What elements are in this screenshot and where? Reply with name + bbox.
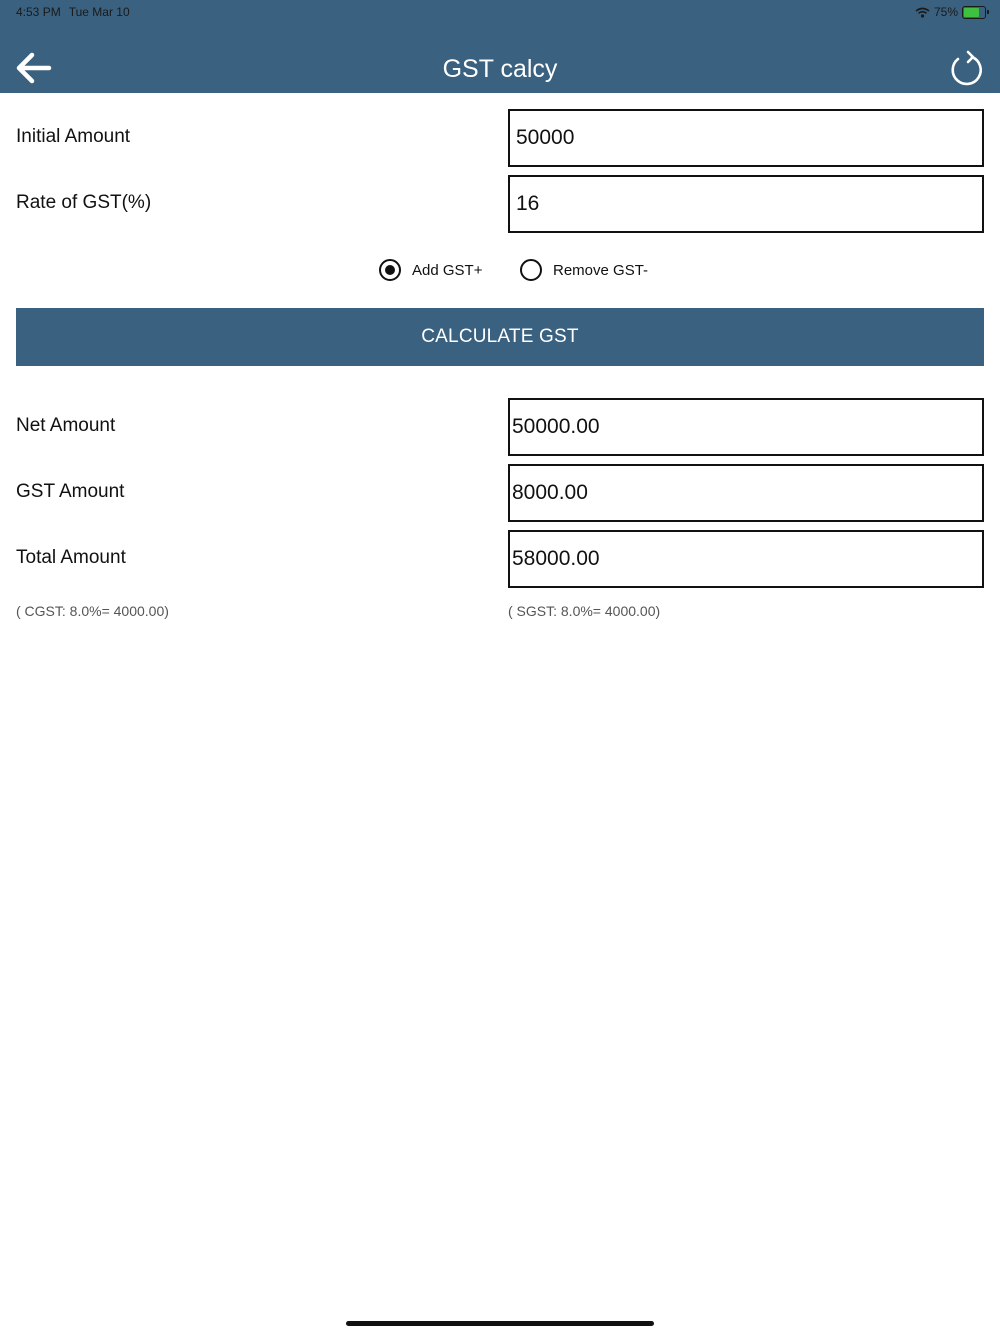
initial-amount-label: Initial Amount [16,126,131,147]
net-amount-label: Net Amount [16,415,116,436]
radio-unselected-icon [520,259,542,281]
wifi-icon [915,7,930,18]
app-header [0,0,1000,93]
page-title: GST calcy [442,55,558,83]
remove-gst-label: Remove GST- [553,261,649,279]
radio-selected-icon [379,259,401,281]
gst-amount-field[interactable] [508,464,984,522]
initial-amount-input[interactable] [508,109,984,167]
total-amount-label: Total Amount [16,547,126,568]
status-time: 4:53 PM [16,5,61,19]
battery-percent: 75% [933,5,958,19]
net-amount-field[interactable] [508,398,984,456]
gst-rate-label: Rate of GST(%) [16,192,152,213]
refresh-icon [948,50,986,88]
gst-rate-input[interactable] [508,175,984,233]
total-amount-field[interactable] [508,530,984,588]
status-bar-time [16,5,130,19]
add-gst-label: Add GST+ [412,261,483,279]
battery-fill [964,8,979,17]
status-date: Tue Mar 10 [68,5,130,19]
home-indicator [346,1321,654,1326]
radio-dot [385,265,395,275]
add-gst-radio[interactable] [379,259,482,281]
gst-amount-label: GST Amount [16,481,125,502]
cgst-note: ( CGST: 8.0%= 4000.00) [16,603,169,619]
sgst-note: ( SGST: 8.0%= 4000.00) [508,603,661,619]
battery-icon [962,6,986,19]
calculate-gst-button[interactable]: CALCULATE GST [16,308,984,366]
refresh-button[interactable] [948,50,986,88]
status-bar-right [915,4,986,20]
battery-cap [987,10,989,14]
remove-gst-radio[interactable] [520,259,648,281]
